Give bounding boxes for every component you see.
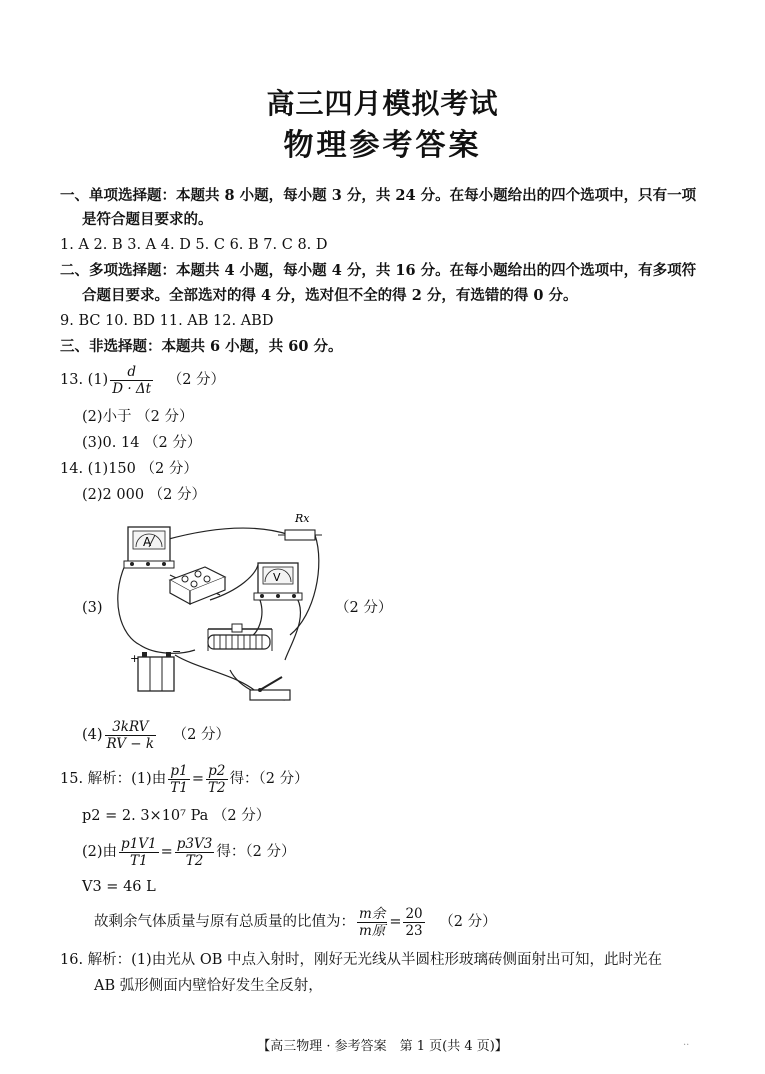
rheostat-icon	[208, 624, 272, 651]
ammeter-label: A	[143, 535, 152, 549]
page-title: 高三四月模拟考试	[266, 87, 499, 120]
page-subtitle: 物理参考答案	[283, 128, 482, 163]
q16-line1: 16. 解析：(1)由光从 OB 中点入射时，刚好无光线从半圆柱形玻璃砖侧面射出可知，此时光在	[60, 952, 662, 968]
q14-part4: (4) $\frac{\text{3kRV}}{RV - k}$ （2 分）	[82, 718, 231, 752]
q15-line5: 故剩余气体质量与原有总质量的比值为： $\frac{\text{m余}}{\text{m原}}$ = $\frac{20}{23}$ （2 分）	[94, 905, 497, 939]
q14-part3-score: （2 分）	[335, 600, 393, 616]
section3-heading: 三、非选择题：本题共 6 小题，共 60 分。	[60, 338, 343, 355]
q15-line2: p2 = 2. 3×10⁷ Pa （2 分）	[82, 808, 271, 824]
battery-minus-label: −	[172, 645, 182, 658]
resistor-label: Rx	[295, 512, 310, 525]
circuit-diagram	[110, 505, 340, 710]
q13-part2: (2)小于 （2 分）	[82, 409, 194, 425]
battery-plus-label: +	[130, 652, 140, 665]
section1-heading-cont: 是符合题目要求的。	[82, 211, 213, 228]
q14-part1: 14. (1)150 （2 分）	[60, 461, 198, 477]
q15-line1: 15. 解析：(1)由 $\frac{p1}{T1}$ = $\frac{p2}{T2}$ 得：（2 分）	[60, 762, 309, 796]
section2-heading: 二、多项选择题：本题共 4 小题，每小题 4 分，共 16 分。在每小题给出的四个选项中，有多项符	[60, 262, 697, 279]
q13-part3: (3)0. 14 （2 分）	[82, 435, 202, 451]
battery-icon	[138, 652, 174, 691]
section2-heading-cont: 合题目要求。全部选对的得 4 分，选对但不全的得 2 分，有选错的得 0 分。	[82, 287, 578, 304]
footer-mark: ..	[683, 1037, 690, 1048]
q13-part1: 13. (1) $\frac{d}{D \cdot \Delta t}$ （2 分）	[60, 363, 226, 397]
resistance-box-icon	[170, 567, 225, 604]
q15-line4: V3 = 46 L	[82, 879, 156, 895]
q16-line2: AB 弧形侧面内壁恰好发生全反射，	[94, 978, 323, 994]
resistor-icon	[278, 530, 322, 540]
q15-line3: (2)由 $\frac{p1V1}{T1}$ = $\frac{p3V3}{T2}$ 得：（2 分）	[82, 835, 296, 869]
q14-part3-label: (3)	[82, 600, 103, 616]
section2-answers: 9. BC 10. BD 11. AB 12. ABD	[60, 313, 274, 329]
page-footer: 【高三物理 · 参考答案 第 1 页(共 4 页)】	[257, 1039, 508, 1054]
switch-icon	[250, 677, 290, 700]
section1-answers: 1. A 2. B 3. A 4. D 5. C 6. B 7. C 8. D	[60, 237, 328, 253]
voltmeter-label: V	[273, 571, 281, 584]
section1-heading: 一、单项选择题：本题共 8 小题，每小题 3 分，共 24 分。在每小题给出的四个选项中，只有一项	[60, 187, 697, 204]
q14-part2: (2)2 000 （2 分）	[82, 487, 206, 503]
